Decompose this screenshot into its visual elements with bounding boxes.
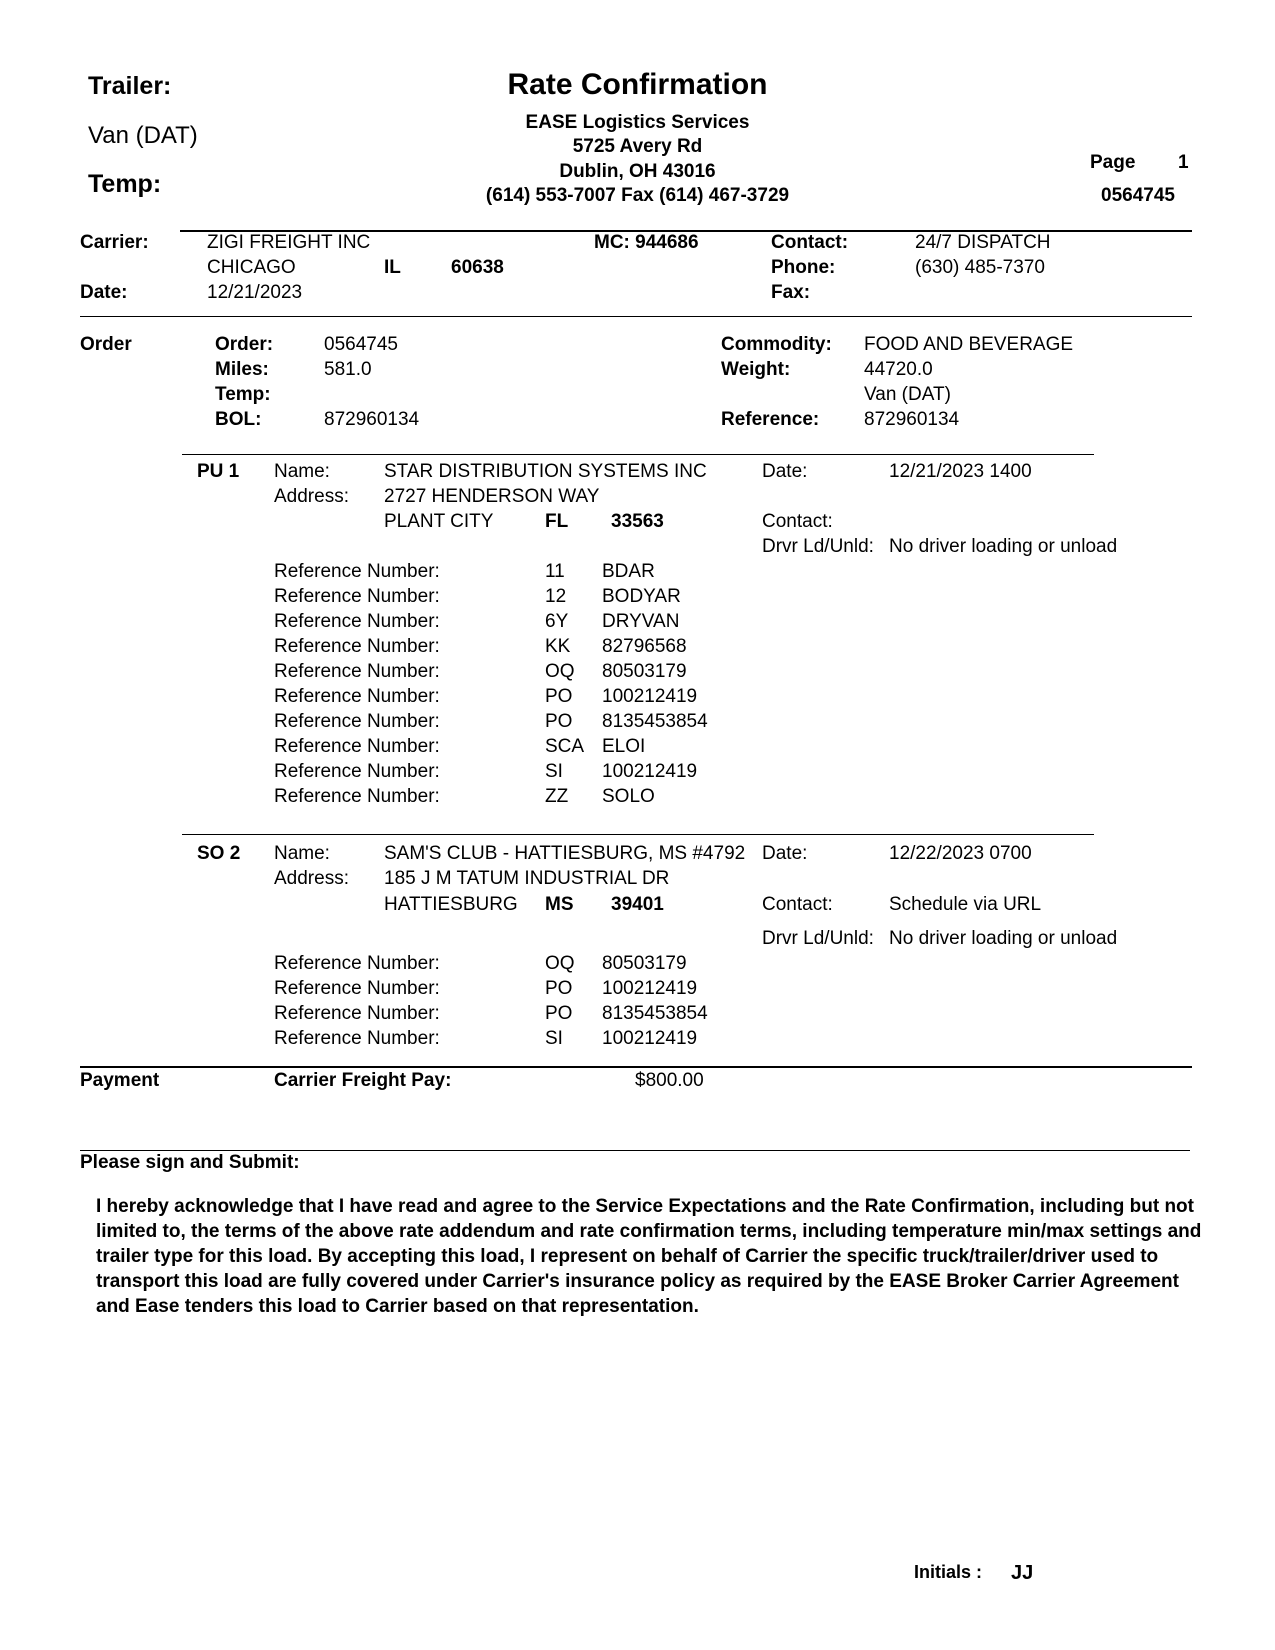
reference-code: ZZ [545, 786, 569, 807]
stop-date: 12/22/2023 0700 [889, 843, 1032, 864]
reference-label: Reference Number: [274, 736, 440, 757]
stop-zip: 39401 [611, 894, 664, 915]
stop-address-label: Address: [274, 868, 349, 889]
reference-label: Reference Number: [274, 1028, 440, 1049]
reference-value: 82796568 [602, 636, 687, 657]
reference-value: 100212419 [602, 686, 698, 707]
carrier-label: Carrier: [80, 232, 149, 253]
weight-label: Weight: [721, 359, 791, 380]
terms-paragraph: I hereby acknowledge that I have read and agree to the Service Expectations and the Rate Confirmation, including but not limited to, the terms of the above rate addendum and rate confirmation terms, including temperature min/max settings and trailer type for this load. By accepting this load, I represent on behalf of Carrier the specific truck/trailer/driver used to transport this load are fully covered under Carrier's insurance policy as required by the EASE Broker Carrier Agreement and Ease tenders this load to Carrier based on that representation. [96, 1196, 1202, 1317]
stop-driver-value: No driver loading or unload [889, 536, 1118, 557]
carrier-fax-label: Fax: [771, 282, 811, 303]
reference-code: PO [545, 1003, 573, 1024]
reference-value: BODYAR [602, 586, 681, 607]
commodity-value: FOOD AND BEVERAGE [864, 334, 1074, 355]
sign-heading: Please sign and Submit: [80, 1152, 300, 1173]
company-name: EASE Logistics Services [525, 112, 750, 133]
carrier-zip: 60638 [451, 257, 504, 278]
trailer-value: Van (DAT) [88, 122, 198, 149]
reference-value: DRYVAN [602, 611, 680, 632]
carrier-phone: (630) 485-7370 [915, 257, 1045, 278]
stop-name-label: Name: [274, 461, 330, 482]
reference-value: 8135453854 [602, 1003, 708, 1024]
reference-label: Reference Number: [274, 661, 440, 682]
order-label: Order: [215, 334, 274, 355]
initials-value: JJ [1011, 1562, 1034, 1584]
carrier-name: ZIGI FREIGHT INC [207, 232, 371, 253]
reference-label: Reference Number: [274, 561, 440, 582]
reference-value: 80503179 [602, 661, 687, 682]
reference-label: Reference Number: [274, 761, 440, 782]
trailer-label: Trailer: [88, 72, 172, 100]
stop-name-label: Name: [274, 843, 330, 864]
company-city: Dublin, OH 43016 [559, 161, 716, 182]
stop-date-label: Date: [762, 843, 808, 864]
carrier-contact: 24/7 DISPATCH [915, 232, 1051, 253]
reference-value: 100212419 [602, 761, 698, 782]
stop-address: 185 J M TATUM INDUSTRIAL DR [384, 868, 670, 889]
carrier-phone-label: Phone: [771, 257, 836, 278]
company-phone-fax: (614) 553-7007 Fax (614) 467-3729 [485, 185, 790, 206]
reference-label: Reference Number: [274, 686, 440, 707]
page-title: Rate Confirmation [507, 68, 768, 101]
stop-contact: Schedule via URL [889, 894, 1042, 915]
reference-value: 80503179 [602, 953, 687, 974]
reference-code: SI [545, 1028, 563, 1049]
reference-code: OQ [545, 953, 575, 974]
stop-driver-label: Drvr Ld/Unld: [762, 536, 874, 557]
stop-city: HATTIESBURG [384, 894, 518, 915]
reference-value: BDAR [602, 561, 655, 582]
reference-value: 100212419 [602, 978, 698, 999]
order-temp-label: Temp: [215, 384, 271, 405]
stop-state: MS [545, 894, 574, 915]
carrier-state: IL [384, 257, 401, 278]
document-number: 0564745 [1101, 185, 1175, 206]
carrier-date: 12/21/2023 [207, 282, 303, 303]
reference-value: 872960134 [864, 409, 960, 430]
reference-code: PO [545, 686, 573, 707]
reference-value: 8135453854 [602, 711, 708, 732]
sign-divider [80, 1150, 1190, 1151]
company-street: 5725 Avery Rd [572, 136, 703, 157]
stop-driver-value: No driver loading or unload [889, 928, 1118, 949]
stop-contact-label: Contact: [762, 511, 833, 532]
reference-label: Reference Number: [274, 711, 440, 732]
payment-divider [80, 1066, 1192, 1068]
payment-label: Payment [80, 1070, 160, 1091]
reference-label: Reference Number: [274, 586, 440, 607]
miles-label: Miles: [215, 359, 269, 380]
reference-label: Reference Number: [274, 978, 440, 999]
carrier-mc: MC: 944686 [594, 232, 699, 253]
stop-name: STAR DISTRIBUTION SYSTEMS INC [384, 461, 707, 482]
commodity-label: Commodity: [721, 334, 832, 355]
page-label: Page [1090, 152, 1136, 173]
reference-code: PO [545, 978, 573, 999]
bol-label: BOL: [215, 409, 262, 430]
reference-code: KK [545, 636, 571, 657]
stop-address-label: Address: [274, 486, 349, 507]
reference-code: PO [545, 711, 573, 732]
reference-code: 6Y [545, 611, 569, 632]
reference-code: 12 [545, 586, 567, 607]
reference-label: Reference Number: [274, 611, 440, 632]
stop-date-label: Date: [762, 461, 808, 482]
page-number: 1 [1178, 152, 1189, 173]
order-trailer-value: Van (DAT) [864, 384, 951, 405]
stop-driver-label: Drvr Ld/Unld: [762, 928, 874, 949]
stop1-divider [182, 454, 1094, 455]
temp-label: Temp: [88, 170, 162, 198]
reference-value: 100212419 [602, 1028, 698, 1049]
carrier-date-label: Date: [80, 282, 128, 303]
carrier-city: CHICAGO [207, 257, 296, 278]
reference-label: Reference Number: [274, 636, 440, 657]
order-section-label: Order [80, 334, 132, 355]
bol-value: 872960134 [324, 409, 420, 430]
miles-value: 581.0 [324, 359, 372, 380]
reference-value: SOLO [602, 786, 655, 807]
initials-label: Initials : [914, 1562, 983, 1582]
weight-value: 44720.0 [864, 359, 933, 380]
reference-code: 11 [545, 561, 565, 582]
reference-label: Reference Number: [274, 786, 440, 807]
reference-value: ELOI [602, 736, 646, 757]
stop-state: FL [545, 511, 569, 532]
reference-label: Reference: [721, 409, 820, 430]
carrier-freight-pay-label: Carrier Freight Pay: [274, 1070, 452, 1091]
stop-code: SO 2 [197, 843, 241, 864]
carrier-contact-label: Contact: [771, 232, 849, 253]
stop2-divider [182, 834, 1094, 835]
reference-code: SI [545, 761, 563, 782]
order-value: 0564745 [324, 334, 398, 355]
reference-code: SCA [545, 736, 585, 757]
stop-contact-label: Contact: [762, 894, 833, 915]
stop-zip: 33563 [611, 511, 664, 532]
reference-label: Reference Number: [274, 953, 440, 974]
reference-label: Reference Number: [274, 1003, 440, 1024]
stop-date: 12/21/2023 1400 [889, 461, 1032, 482]
carrier-freight-pay-amount: $800.00 [635, 1070, 704, 1091]
stop-address: 2727 HENDERSON WAY [384, 486, 600, 507]
stop-code: PU 1 [197, 461, 240, 482]
carrier-divider [80, 316, 1192, 317]
stop-name: SAM'S CLUB - HATTIESBURG, MS #4792 [384, 843, 746, 864]
stop-city: PLANT CITY [384, 511, 494, 532]
reference-code: OQ [545, 661, 575, 682]
